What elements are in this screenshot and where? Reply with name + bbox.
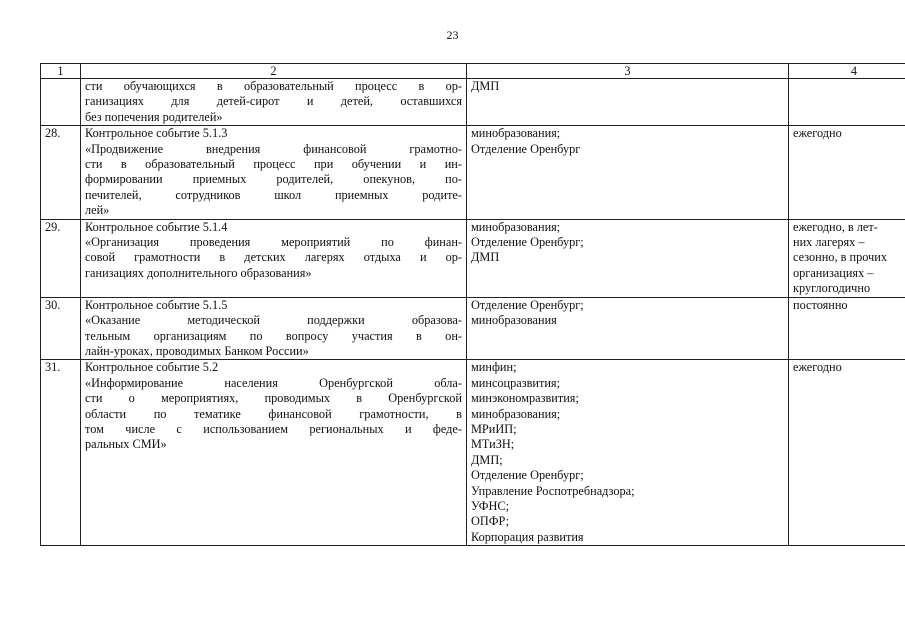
- deadline-text-line: круглогодично: [793, 281, 871, 296]
- executor-item: ДМП: [471, 250, 500, 265]
- event-text-line: ганизациях дополнительного образования»: [85, 265, 312, 280]
- event-text-line: Контрольное событие 5.1.4: [85, 219, 228, 234]
- executor-item: Отделение Оренбург;: [471, 297, 584, 312]
- deadline-cell: [789, 126, 905, 219]
- table-header-row: [41, 64, 905, 79]
- event-text-line: Контрольное событие 5.1.3: [85, 126, 228, 141]
- table-row: [41, 126, 905, 219]
- executors-cell: [467, 219, 789, 297]
- event-text-line: сти обучающихся в образовательный процесс в ор-: [85, 79, 462, 93]
- column-number-1: 1: [41, 64, 81, 79]
- deadline-text-line: ежегодно: [793, 126, 842, 141]
- event-cell: [81, 297, 467, 360]
- table-row: [41, 360, 905, 546]
- executor-item: МРиИП;: [471, 421, 517, 436]
- executor-item: МТиЗН;: [471, 437, 515, 452]
- deadline-cell: [789, 79, 905, 126]
- event-text-line: формировании приемных родителей, опекунов, по-: [85, 172, 462, 187]
- executor-item: ДМП: [471, 79, 500, 93]
- executor-item: УФНС;: [471, 498, 510, 513]
- table-row: [41, 297, 905, 360]
- executor-item: минэкономразвития;: [471, 391, 579, 406]
- event-text-line: совой грамотности в детских лагерях отдыха и ор-: [85, 250, 462, 265]
- event-text-line: «Продвижение внедрения финансовой грамотно-: [85, 141, 462, 156]
- executor-item: Отделение Оренбург;: [471, 235, 584, 250]
- event-cell: [81, 219, 467, 297]
- row-number: [41, 79, 81, 126]
- executors-cell: [467, 297, 789, 360]
- table-row: [41, 79, 905, 126]
- event-text-line: том числе с использованием региональных и феде-: [85, 421, 462, 436]
- row-number: 28.: [41, 126, 81, 219]
- event-text-line: лайн-уроках, проводимых Банком России»: [85, 343, 309, 358]
- page-number: 23: [446, 28, 459, 42]
- event-text-line: Контрольное событие 5.2: [85, 360, 219, 375]
- executor-item: минобразования: [471, 313, 557, 328]
- event-text-line: «Организация проведения мероприятий по финан-: [85, 235, 462, 250]
- executor-item: Корпорация развития: [471, 529, 584, 544]
- executor-item: минобразования;: [471, 406, 561, 421]
- executor-item: минсоцразвития;: [471, 375, 561, 390]
- event-cell: [81, 360, 467, 546]
- event-text-line: без попечения родителей»: [85, 109, 223, 124]
- deadline-cell: [789, 360, 905, 546]
- event-text-line: лей»: [85, 203, 110, 218]
- table-row: [41, 219, 905, 297]
- event-text-line: ральных СМИ»: [85, 437, 167, 452]
- deadline-text-line: постоянно: [793, 297, 848, 312]
- event-text-line: «Оказание методической поддержки образова-: [85, 313, 462, 328]
- row-number: 31.: [41, 360, 81, 546]
- deadline-cell: [789, 219, 905, 297]
- event-text-line: сти о мероприятиях, проводимых в Оренбургской: [85, 391, 462, 406]
- table-body: [41, 79, 905, 546]
- column-number-3: 3: [467, 64, 789, 79]
- event-text-line: Контрольное событие 5.1.5: [85, 297, 228, 312]
- event-text-line: «Информирование населения Оренбургской обла-: [85, 375, 462, 390]
- measures-table: [40, 63, 905, 546]
- executor-item: Управление Роспотребнадзора;: [471, 483, 635, 498]
- event-text-line: ганизациях для детей-сирот и детей, оставшихся: [85, 94, 462, 109]
- executor-item: минобразования;: [471, 219, 561, 234]
- deadline-text-line: них лагерях –: [793, 235, 865, 250]
- executor-item: Отделение Оренбург: [471, 141, 581, 156]
- column-number-4: 4: [789, 64, 905, 79]
- event-text-line: сти в образовательный процесс при обучении и ин-: [85, 157, 462, 172]
- row-number: 30.: [41, 297, 81, 360]
- event-text-line: печителей, сотрудников школ приемных родите-: [85, 187, 462, 202]
- deadline-text-line: сезонно, в прочих: [793, 250, 887, 265]
- executors-cell: [467, 360, 789, 546]
- row-number: 29.: [41, 219, 81, 297]
- deadline-text-line: ежегодно: [793, 360, 842, 375]
- executor-item: минобразования;: [471, 126, 561, 141]
- executors-cell: [467, 126, 789, 219]
- event-text-line: области по тематике финансовой грамотности, в: [85, 406, 462, 421]
- executor-item: ДМП;: [471, 452, 503, 467]
- executor-item: Отделение Оренбург;: [471, 468, 584, 483]
- event-cell: [81, 79, 467, 126]
- executors-cell: [467, 79, 789, 126]
- executor-item: минфин;: [471, 360, 517, 375]
- deadline-cell: [789, 297, 905, 360]
- executor-item: ОПФР;: [471, 514, 510, 529]
- event-text-line: тельным организациям по вопросу участия в он-: [85, 328, 462, 343]
- deadline-text-line: ежегодно, в лет-: [793, 219, 878, 234]
- event-cell: [81, 126, 467, 219]
- deadline-text-line: организациях –: [793, 265, 874, 280]
- column-number-2: 2: [81, 64, 467, 79]
